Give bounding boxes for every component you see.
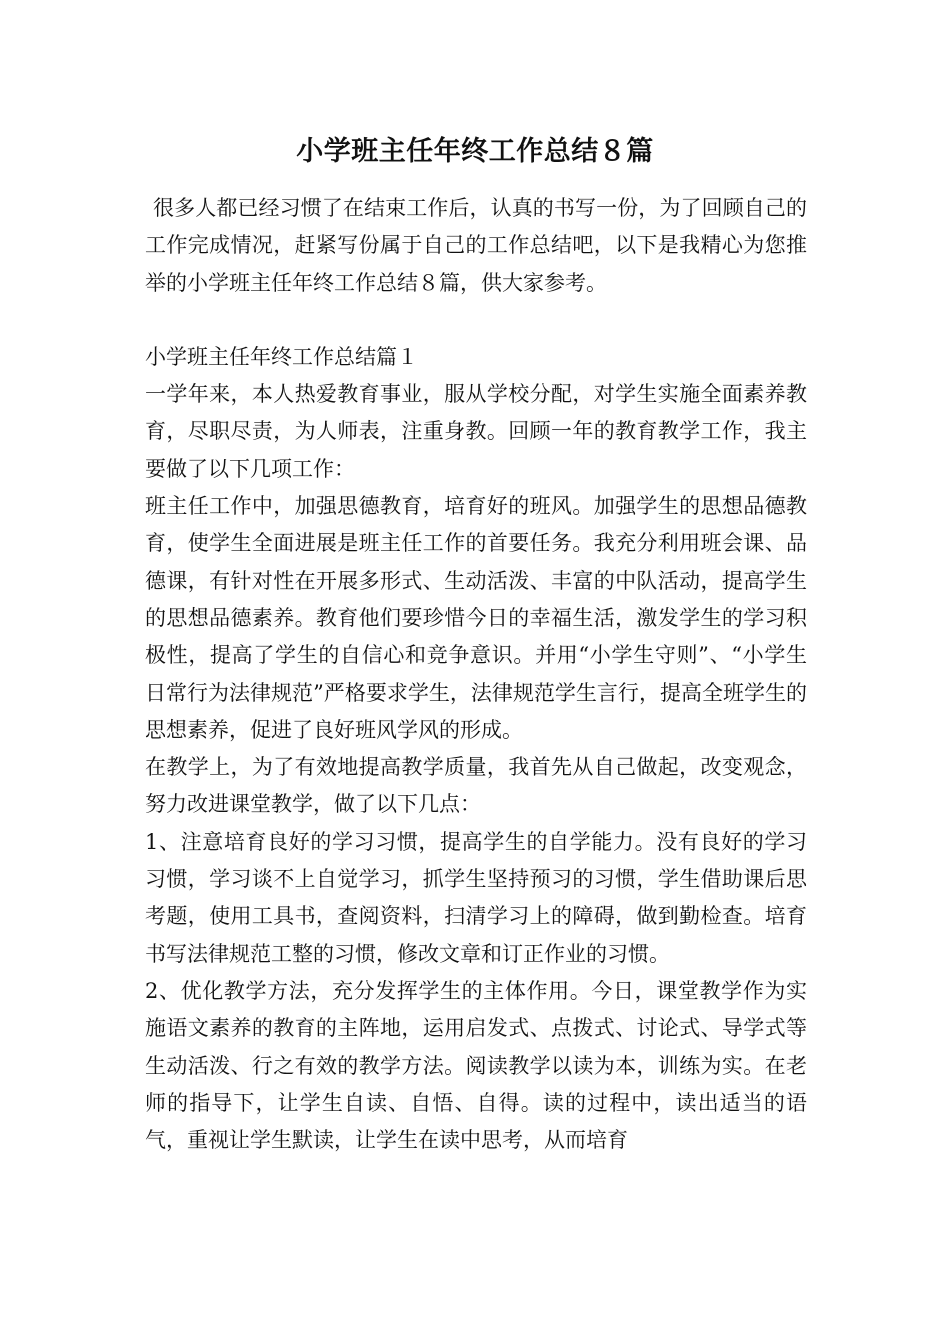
intro-paragraph: 很多人都已经习惯了在结束工作后，认真的书写一份，为了回顾自己的工作完成情况，赶紧写份属于自己的工作总结吧，以下是我精心为您推举的小学班主任年终工作总结８篇，供大家参考。 bbox=[145, 196, 807, 295]
body-paragraph-4: 1、注意培育良好的学习习惯，提高学生的自学能力。没有良好的学习习惯，学习谈不上自觉学习，抓学生坚持预习的习惯，学生借助课后思考题，使用工具书，查阅资料，扫清学习上的障碍，做到勤检查。培育书写法律规范工整的习惯，修改文章和订正作业的习惯。 bbox=[145, 829, 807, 966]
paragraph-spacer bbox=[145, 302, 807, 339]
section-heading: 小学班主任年终工作总结篇１ bbox=[145, 344, 418, 369]
document-body bbox=[145, 190, 807, 1159]
body-paragraph-1: 一学年来，本人热爱教育事业，服从学校分配，对学生实施全面素养教育，尽职尽责，为人师表，注重身教。回顾一年的教育教学工作，我主要做了以下几项工作： bbox=[145, 382, 807, 481]
body-paragraph-3: 在教学上，为了有效地提高教学质量，我首先从自己做起，改变观念，努力改进课堂教学，做了以下几点： bbox=[145, 755, 807, 817]
body-paragraph-5: 2、优化教学方法，充分发挥学生的主体作用。今日，课堂教学作为实施语文素养的教育的主阵地，运用启发式、点拨式、讨论式、导学式等生动活泼、行之有效的教学方法。阅读教学以读为本，训练为实。在老师的指导下，让学生自读、自悟、自得。读的过程中，读出适当的语气，重视让学生默读，让学生在读中思考，从而培育 bbox=[145, 978, 807, 1153]
body-paragraph-2: 班主任工作中，加强思德教育，培育好的班风。加强学生的思想品德教育，使学生全面进展是班主任工作的首要任务。我充分利用班会课、品德课，有针对性在开展多形式、生动活泼、丰富的中队活动，提高学生的思想品德素养。教育他们要珍惜今日的幸福生活，激发学生的学习积极性，提高了学生的自信心和竞争意识。并用“小学生守则”、“小学生日常行为法律规范”严格要求学生，法律规范学生言行，提高全班学生的思想素养，促进了良好班风学风的形成。 bbox=[145, 494, 807, 742]
document-title: 小学班主任年终工作总结８篇 bbox=[296, 136, 654, 167]
